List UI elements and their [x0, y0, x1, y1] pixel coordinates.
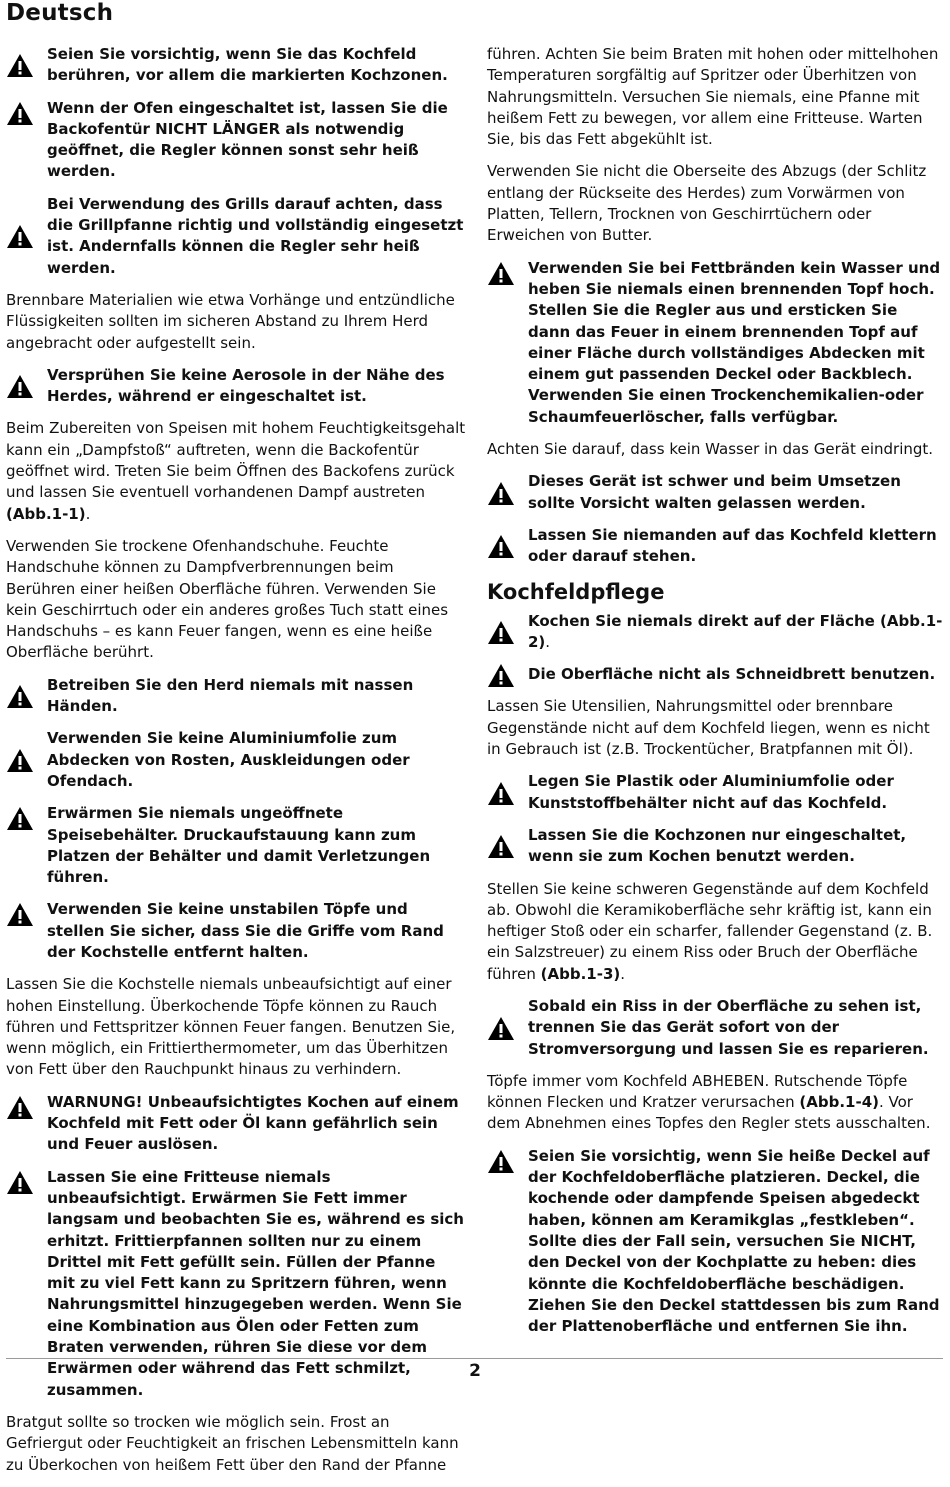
paragraph-text: Verwenden Sie nicht die Oberseite des Abzugs (der Schlitz entlang der Rückseite des Herdes) zum Vorwärmen von Platten, Tellern, Trocknen von Geschirrtüchern oder Erweichen von Butter.: [487, 162, 927, 245]
paragraph: [6, 536, 466, 664]
warning-triangle-icon: [487, 620, 515, 645]
paragraph-text: Brennbare Materialien wie etwa Vorhänge und entzündliche Flüssigkeiten sollten im sicheren Abstand zu Ihrem Herd angebracht oder aufgestellt sein.: [6, 290, 455, 352]
warning-text: Verwenden Sie bei Fettbränden kein Wasser und heben Sie niemals einen brennenden Topf hoch. Stellen Sie die Regler aus und ersticken Sie dann das Feuer in einem brennenden Topf auf einer Fläche durch vollständiges Abdecken mit einem gut passenden Deckel oder Backblech. Verwenden Sie einen Trockenchemikalien-oder Schaumfeuerlöscher, falls verfügbar.: [528, 258, 941, 426]
warning-triangle-icon: [487, 1016, 515, 1041]
warning-note: [6, 44, 466, 87]
warning-triangle-icon: [6, 224, 34, 249]
warning-text: Legen Sie Plastik oder Aluminiumfolie oder Kunststoffbehälter nicht auf das Kochfeld.: [528, 772, 894, 812]
warning-triangle-icon: [487, 781, 515, 806]
paragraph: [487, 696, 943, 760]
warning-note: [487, 664, 943, 685]
paragraph-text: [6, 418, 466, 524]
warning-text: Die Oberfläche nicht als Schneidbrett benutzen.: [528, 665, 936, 684]
warning-note: [487, 771, 943, 814]
paragraph-text: [487, 1071, 943, 1135]
paragraph: [487, 439, 943, 460]
paragraph-text-body: Stellen Sie keine schweren Gegenstände auf dem Kochfeld ab. Obwohl die Keramikoberfläche sehr kräftig ist, kann ein heftiger Stoß oder ein scharfer, fallender Gegenstand (z. B. ein Salzstreuer) zu einem Riss oder Bruch der Oberfläche führen: [487, 879, 933, 983]
section-title: Kochfeldpflege: [487, 579, 665, 604]
warning-triangle-icon: [6, 902, 34, 927]
paragraph-text-end: .: [620, 964, 626, 983]
warning-triangle-icon: [6, 806, 34, 831]
warning-text: Versprühen Sie keine Aerosole in der Nähe des Herdes, während er eingeschaltet ist.: [47, 365, 445, 406]
warning-note: [487, 611, 943, 654]
warning-text: WARNUNG! Unbeaufsichtigtes Kochen auf einem Kochfeld mit Fett oder Öl kann gefährlich sein und Feuer auslösen.: [47, 1092, 459, 1154]
warning-text: Lassen Sie die Kochzonen nur eingeschaltet, wenn sie zum Kochen benutzt werden.: [528, 825, 907, 866]
warning-text: Seien Sie vorsichtig, wenn Sie das Kochfeld berühren, vor allem die markierten Kochzonen.: [47, 45, 448, 85]
warning-note: [6, 98, 466, 183]
warning-text: Lassen Sie eine Fritteuse niemals unbeaufsichtigt. Erwärmen Sie Fett immer langsam und beobachten Sie es, während es sich erhitzt. Frittierpfannen sollten nur zu einem Drittel mit Fett gefüllt sein. Füllen der Pfanne mit zu viel Fett kann zu Spritzern führen, wenn Nahrungsmittel hinzugegeben werden. Wenn Sie eine Kombination aus Ölen oder Fetten zum Braten verwenden, rühren Sie diese vor dem Erwärmen oder während das Fett schmilzt, zusammen.: [47, 1167, 464, 1399]
paragraph: [6, 418, 466, 524]
page-number: 2: [469, 1361, 481, 1381]
paragraph-text: Bratgut sollte so trocken wie möglich sein. Frost an Gefriergut oder Feuchtigkeit an frischen Lebensmitteln kann zu Überkochen von heißem Fett über den Rand der Pfanne: [6, 1412, 459, 1474]
warning-text: Verwenden Sie keine Aluminiumfolie zum Abdecken von Rosten, Auskleidungen oder Ofendach.: [47, 729, 410, 790]
warning-note: [487, 525, 943, 568]
warning-text: Erwärmen Sie niemals ungeöffnete Speisebehälter. Druckaufstauung kann zum Platzen der Behälter und damit Verletzungen führen.: [47, 804, 431, 887]
footer-divider: [6, 1358, 943, 1359]
paragraph: [487, 879, 943, 985]
warning-note: [487, 471, 943, 514]
paragraph-text-body: Töpfe immer vom Kochfeld ABHEBEN. Rutschende Töpfe können Flecken und Kratzer verursachen: [487, 1071, 908, 1112]
warning-triangle-icon: [6, 1170, 34, 1195]
paragraph-text: Lassen Sie Utensilien, Nahrungsmittel oder brennbare Gegenstände nicht auf dem Kochfeld liegen, wenn es nicht in Gebrauch ist (z.B. Trockentücher, Bratpfannen mit Öl).: [487, 697, 930, 759]
warning-triangle-icon: [487, 663, 515, 688]
warning-note: [6, 1092, 466, 1156]
paragraph-text: führen. Achten Sie beim Braten mit hohen oder mittelhohen Temperaturen sorgfältig auf Spritzer oder Überhitzen von Nahrungsmitteln. Versuchen Sie niemals, eine Pfanne mit heißem Fett zu bewegen, vor allem eine Fritteuse. Warten Sie, bis das Fett abgekühlt ist.: [487, 45, 939, 149]
warning-text: Dieses Gerät ist schwer und beim Umsetzen sollte Vorsicht walten gelassen werden.: [528, 472, 901, 512]
paragraph-text-end: .: [85, 504, 91, 523]
figure-reference: (Abb.1-3): [540, 964, 621, 983]
warning-note: [487, 825, 943, 868]
warning-triangle-icon: [487, 534, 515, 559]
paragraph: [6, 290, 466, 354]
warning-triangle-icon: [487, 1149, 515, 1174]
page-title: Deutsch: [6, 0, 114, 26]
paragraph: [487, 1071, 943, 1135]
warning-note: [487, 258, 943, 428]
warning-note: [6, 899, 466, 963]
warning-text: [528, 611, 943, 654]
warning-triangle-icon: [6, 684, 34, 709]
warning-triangle-icon: [6, 1095, 34, 1120]
warning-text-end: .: [545, 632, 551, 651]
warning-text: Wenn der Ofen eingeschaltet ist, lassen Sie die Backofentür NICHT LÄNGER als notwendig geöffnet, die Regler können sonst sehr heiß werden.: [47, 98, 448, 181]
left-column: [6, 44, 466, 1487]
warning-text: Verwenden Sie keine unstabilen Töpfe und stellen Sie sicher, dass Sie die Griffe vom Rand der Kochstelle entfernt halten.: [47, 900, 444, 961]
warning-text: Lassen Sie niemanden auf das Kochfeld klettern oder darauf stehen.: [528, 525, 937, 566]
warning-triangle-icon: [6, 53, 34, 78]
figure-reference: (Abb.1-4): [799, 1093, 879, 1112]
warning-note: [6, 194, 466, 279]
warning-triangle-icon: [6, 374, 34, 399]
warning-note: [6, 675, 466, 718]
paragraph-text: Lassen Sie die Kochstelle niemals unbeaufsichtigt auf einer hohen Einstellung. Überkochende Töpfe können zu Rauch führen und Fettspritzer können Feuer fangen. Benutzen Sie, wenn möglich, ein Frittierthermometer, um das Überhitzen von Fett über den Rauchpunkt hinaus zu verhindern.: [6, 975, 456, 1079]
warning-triangle-icon: [487, 261, 515, 286]
paragraph: [6, 974, 466, 1080]
warning-text: Betreiben Sie den Herd niemals mit nassen Händen.: [47, 675, 414, 716]
warning-note: [6, 365, 466, 408]
paragraph-text-body: Beim Zubereiten von Speisen mit hohem Feuchtigkeitsgehalt kann ein „Dampfstoß“ auftreten, wenn die Backofentür geöffnet wird. Treten Sie beim Öffnen des Backofens zurück und lassen Sie eventuell vorhandenen Dampf austreten: [6, 419, 466, 502]
warning-note: [487, 996, 943, 1060]
paragraph-text: Achten Sie darauf, dass kein Wasser in das Gerät eindringt.: [487, 440, 934, 459]
warning-triangle-icon: [487, 481, 515, 506]
warning-text: Sobald ein Riss in der Oberfläche zu sehen ist, trennen Sie das Gerät sofort von der Stromversorgung und lassen Sie es reparieren.: [528, 996, 929, 1058]
warning-triangle-icon: [6, 101, 34, 126]
warning-triangle-icon: [487, 834, 515, 859]
paragraph: [6, 1412, 466, 1476]
right-column: [487, 44, 943, 1348]
warning-triangle-icon: [6, 748, 34, 773]
warning-note: [487, 1146, 943, 1338]
warning-text: Seien Sie vorsichtig, wenn Sie heiße Deckel auf der Kochfeldoberfläche platzieren. Deckel, die kochende oder dampfende Speisen abgedeckt haben, können am Keramikglas „festkleben“. Sollte dies der Fall sein, versuchen Sie NICHT, den Deckel von der Kochplatte zu heben: dies könnte die Kochfeldoberfläche beschädigen. Ziehen Sie den Deckel stattdessen bis zum Rand der Plattenoberfläche und entfernen Sie ihn.: [528, 1146, 940, 1336]
warning-note: [6, 803, 466, 888]
warning-note: [6, 728, 466, 792]
warning-text: Bei Verwendung des Grills darauf achten, dass die Grillpfanne richtig und vollständig eingesetzt ist. Andernfalls können die Regler sehr heiß werden.: [47, 194, 464, 277]
paragraph: [487, 44, 943, 150]
warning-text-body: Kochen Sie niemals direkt auf der Fläche (Abb.1-2): [528, 611, 943, 651]
paragraph: [487, 161, 943, 246]
figure-reference: (Abb.1-1): [6, 504, 86, 523]
paragraph-text: Verwenden Sie trockene Ofenhandschuhe. Feuchte Handschuhe können zu Dampfverbrennungen beim Berühren einer heißen Oberfläche führen. Verwenden Sie kein Geschirrtuch oder ein anderes großes Tuch statt eines Handschuhs – es kann Feuer fangen, wenn es eine heiße Oberfläche berührt.: [6, 536, 449, 662]
paragraph-text-end: . Vor dem Abnehmen eines Topfes den Regler stets ausschalten.: [487, 1093, 931, 1133]
paragraph-text: [487, 879, 943, 985]
